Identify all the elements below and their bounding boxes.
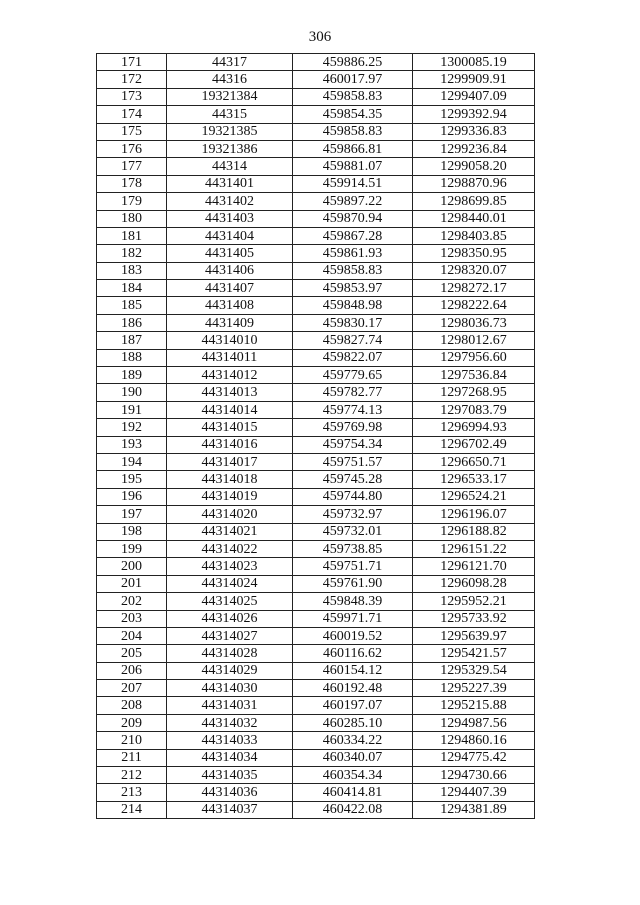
point-id-cell: 44314033 [167,732,293,749]
x-coordinate-cell: 459822.07 [293,349,413,366]
point-id-cell: 44314020 [167,506,293,523]
x-coordinate-cell: 459779.65 [293,367,413,384]
x-coordinate-cell: 459769.98 [293,419,413,436]
x-coordinate-cell: 459971.71 [293,610,413,627]
point-id-cell: 19321385 [167,123,293,140]
table-row [97,453,535,470]
row-number-cell: 205 [97,645,167,662]
point-id-cell: 44314022 [167,540,293,557]
y-coordinate-cell: 1294775.42 [413,749,535,766]
y-coordinate-cell: 1296151.22 [413,540,535,557]
x-coordinate-cell: 459881.07 [293,158,413,175]
x-coordinate-cell: 459853.97 [293,280,413,297]
x-coordinate-cell: 459761.90 [293,575,413,592]
point-id-cell: 44314019 [167,488,293,505]
y-coordinate-cell: 1295329.54 [413,662,535,679]
page-number: 306 [308,29,332,45]
x-coordinate-cell: 459886.25 [293,54,413,71]
row-number-cell: 214 [97,801,167,818]
x-coordinate-cell: 459751.57 [293,453,413,470]
point-id-cell: 44314013 [167,384,293,401]
x-coordinate-cell: 459738.85 [293,540,413,557]
y-coordinate-cell: 1299392.94 [413,106,535,123]
point-id-cell: 4431409 [167,314,293,331]
x-coordinate-cell: 459751.71 [293,558,413,575]
table-row [97,593,535,610]
table-row [97,801,535,818]
table-row [97,558,535,575]
x-coordinate-cell: 460017.97 [293,71,413,88]
point-id-cell: 4431401 [167,175,293,192]
y-coordinate-cell: 1295639.97 [413,627,535,644]
row-number-cell: 200 [97,558,167,575]
row-number-cell: 177 [97,158,167,175]
table-row [97,784,535,801]
point-id-cell: 44314021 [167,523,293,540]
row-number-cell: 181 [97,227,167,244]
point-id-cell: 44314030 [167,680,293,697]
table-row [97,384,535,401]
row-number-cell: 201 [97,575,167,592]
point-id-cell: 44314 [167,158,293,175]
table-row [97,175,535,192]
row-number-cell: 212 [97,767,167,784]
y-coordinate-cell: 1298272.17 [413,280,535,297]
row-number-cell: 208 [97,697,167,714]
coordinates-table [96,53,535,819]
point-id-cell: 44314027 [167,627,293,644]
row-number-cell: 210 [97,732,167,749]
y-coordinate-cell: 1297083.79 [413,401,535,418]
point-id-cell: 19321386 [167,140,293,157]
row-number-cell: 207 [97,680,167,697]
point-id-cell: 44316 [167,71,293,88]
y-coordinate-cell: 1298440.01 [413,210,535,227]
table-row [97,88,535,105]
x-coordinate-cell: 459744.80 [293,488,413,505]
y-coordinate-cell: 1297536.84 [413,367,535,384]
row-number-cell: 172 [97,71,167,88]
x-coordinate-cell: 459848.98 [293,297,413,314]
row-number-cell: 188 [97,349,167,366]
point-id-cell: 44314024 [167,575,293,592]
y-coordinate-cell: 1295952.21 [413,593,535,610]
y-coordinate-cell: 1298870.96 [413,175,535,192]
table-row [97,436,535,453]
row-number-cell: 194 [97,453,167,470]
x-coordinate-cell: 459827.74 [293,332,413,349]
x-coordinate-cell: 459858.83 [293,88,413,105]
row-number-cell: 175 [97,123,167,140]
x-coordinate-cell: 459870.94 [293,210,413,227]
y-coordinate-cell: 1294860.16 [413,732,535,749]
point-id-cell: 4431403 [167,210,293,227]
y-coordinate-cell: 1296650.71 [413,453,535,470]
y-coordinate-cell: 1296533.17 [413,471,535,488]
y-coordinate-cell: 1295421.57 [413,645,535,662]
point-id-cell: 44314017 [167,453,293,470]
table-row [97,140,535,157]
point-id-cell: 4431406 [167,262,293,279]
table-row [97,349,535,366]
y-coordinate-cell: 1298222.64 [413,297,535,314]
point-id-cell: 44314016 [167,436,293,453]
table-row [97,227,535,244]
x-coordinate-cell: 459866.81 [293,140,413,157]
x-coordinate-cell: 459897.22 [293,193,413,210]
x-coordinate-cell: 459732.97 [293,506,413,523]
y-coordinate-cell: 1294730.66 [413,767,535,784]
x-coordinate-cell: 459745.28 [293,471,413,488]
y-coordinate-cell: 1298320.07 [413,262,535,279]
point-id-cell: 44314014 [167,401,293,418]
point-id-cell: 44317 [167,54,293,71]
y-coordinate-cell: 1299336.83 [413,123,535,140]
table-row [97,401,535,418]
point-id-cell: 44314028 [167,645,293,662]
y-coordinate-cell: 1297268.95 [413,384,535,401]
table-row [97,71,535,88]
point-id-cell: 4431402 [167,193,293,210]
point-id-cell: 4431408 [167,297,293,314]
table-row [97,367,535,384]
point-id-cell: 44314023 [167,558,293,575]
point-id-cell: 44314031 [167,697,293,714]
x-coordinate-cell: 460019.52 [293,627,413,644]
x-coordinate-cell: 460197.07 [293,697,413,714]
y-coordinate-cell: 1299236.84 [413,140,535,157]
point-id-cell: 19321384 [167,88,293,105]
point-id-cell: 44314015 [167,419,293,436]
point-id-cell: 4431404 [167,227,293,244]
x-coordinate-cell: 460422.08 [293,801,413,818]
y-coordinate-cell: 1295733.92 [413,610,535,627]
table-row [97,767,535,784]
point-id-cell: 44314010 [167,332,293,349]
table-row [97,540,535,557]
y-coordinate-cell: 1294407.39 [413,784,535,801]
x-coordinate-cell: 459732.01 [293,523,413,540]
row-number-cell: 203 [97,610,167,627]
table-row [97,610,535,627]
y-coordinate-cell: 1296098.28 [413,575,535,592]
table-row [97,210,535,227]
row-number-cell: 174 [97,106,167,123]
point-id-cell: 44314032 [167,714,293,731]
table-body [97,54,535,819]
row-number-cell: 199 [97,540,167,557]
point-id-cell: 44314018 [167,471,293,488]
row-number-cell: 184 [97,280,167,297]
x-coordinate-cell: 459914.51 [293,175,413,192]
x-coordinate-cell: 459858.83 [293,262,413,279]
table-row [97,280,535,297]
point-id-cell: 4431405 [167,245,293,262]
point-id-cell: 44314029 [167,662,293,679]
row-number-cell: 197 [97,506,167,523]
point-id-cell: 4431407 [167,280,293,297]
y-coordinate-cell: 1298036.73 [413,314,535,331]
y-coordinate-cell: 1294381.89 [413,801,535,818]
x-coordinate-cell: 460414.81 [293,784,413,801]
y-coordinate-cell: 1295227.39 [413,680,535,697]
point-id-cell: 44314035 [167,767,293,784]
row-number-cell: 186 [97,314,167,331]
x-coordinate-cell: 459848.39 [293,593,413,610]
table-row [97,419,535,436]
table-row [97,749,535,766]
x-coordinate-cell: 459782.77 [293,384,413,401]
point-id-cell: 44315 [167,106,293,123]
x-coordinate-cell: 460192.48 [293,680,413,697]
row-number-cell: 171 [97,54,167,71]
table-row [97,193,535,210]
table-row [97,645,535,662]
row-number-cell: 213 [97,784,167,801]
point-id-cell: 44314012 [167,367,293,384]
table-row [97,471,535,488]
table-row [97,314,535,331]
table-row [97,680,535,697]
y-coordinate-cell: 1296524.21 [413,488,535,505]
row-number-cell: 202 [97,593,167,610]
row-number-cell: 198 [97,523,167,540]
y-coordinate-cell: 1298403.85 [413,227,535,244]
table-row [97,523,535,540]
table-row [97,106,535,123]
row-number-cell: 209 [97,714,167,731]
table-row [97,732,535,749]
table-row [97,662,535,679]
x-coordinate-cell: 459830.17 [293,314,413,331]
point-id-cell: 44314037 [167,801,293,818]
table-row [97,488,535,505]
y-coordinate-cell: 1296188.82 [413,523,535,540]
row-number-cell: 192 [97,419,167,436]
table-row [97,575,535,592]
x-coordinate-cell: 460116.62 [293,645,413,662]
y-coordinate-cell: 1299407.09 [413,88,535,105]
y-coordinate-cell: 1296196.07 [413,506,535,523]
x-coordinate-cell: 459754.34 [293,436,413,453]
row-number-cell: 193 [97,436,167,453]
point-id-cell: 44314025 [167,593,293,610]
x-coordinate-cell: 459861.93 [293,245,413,262]
point-id-cell: 44314011 [167,349,293,366]
row-number-cell: 178 [97,175,167,192]
point-id-cell: 44314036 [167,784,293,801]
y-coordinate-cell: 1298699.85 [413,193,535,210]
table-row [97,54,535,71]
y-coordinate-cell: 1299058.20 [413,158,535,175]
x-coordinate-cell: 459867.28 [293,227,413,244]
row-number-cell: 190 [97,384,167,401]
row-number-cell: 182 [97,245,167,262]
row-number-cell: 179 [97,193,167,210]
table-row [97,697,535,714]
row-number-cell: 206 [97,662,167,679]
row-number-cell: 191 [97,401,167,418]
table-row [97,262,535,279]
x-coordinate-cell: 459854.35 [293,106,413,123]
row-number-cell: 180 [97,210,167,227]
table-row [97,123,535,140]
x-coordinate-cell: 460334.22 [293,732,413,749]
y-coordinate-cell: 1294987.56 [413,714,535,731]
table-row [97,158,535,175]
x-coordinate-cell: 459858.83 [293,123,413,140]
y-coordinate-cell: 1299909.91 [413,71,535,88]
y-coordinate-cell: 1296702.49 [413,436,535,453]
x-coordinate-cell: 459774.13 [293,401,413,418]
row-number-cell: 195 [97,471,167,488]
row-number-cell: 189 [97,367,167,384]
row-number-cell: 211 [97,749,167,766]
point-id-cell: 44314034 [167,749,293,766]
x-coordinate-cell: 460354.34 [293,767,413,784]
table-row [97,245,535,262]
y-coordinate-cell: 1296994.93 [413,419,535,436]
table-row [97,332,535,349]
table-row [97,714,535,731]
y-coordinate-cell: 1295215.88 [413,697,535,714]
row-number-cell: 185 [97,297,167,314]
row-number-cell: 196 [97,488,167,505]
x-coordinate-cell: 460340.07 [293,749,413,766]
y-coordinate-cell: 1300085.19 [413,54,535,71]
point-id-cell: 44314026 [167,610,293,627]
row-number-cell: 204 [97,627,167,644]
y-coordinate-cell: 1297956.60 [413,349,535,366]
table-row [97,297,535,314]
row-number-cell: 183 [97,262,167,279]
row-number-cell: 173 [97,88,167,105]
row-number-cell: 176 [97,140,167,157]
table-row [97,506,535,523]
y-coordinate-cell: 1296121.70 [413,558,535,575]
x-coordinate-cell: 460154.12 [293,662,413,679]
x-coordinate-cell: 460285.10 [293,714,413,731]
table-row [97,627,535,644]
row-number-cell: 187 [97,332,167,349]
y-coordinate-cell: 1298350.95 [413,245,535,262]
y-coordinate-cell: 1298012.67 [413,332,535,349]
